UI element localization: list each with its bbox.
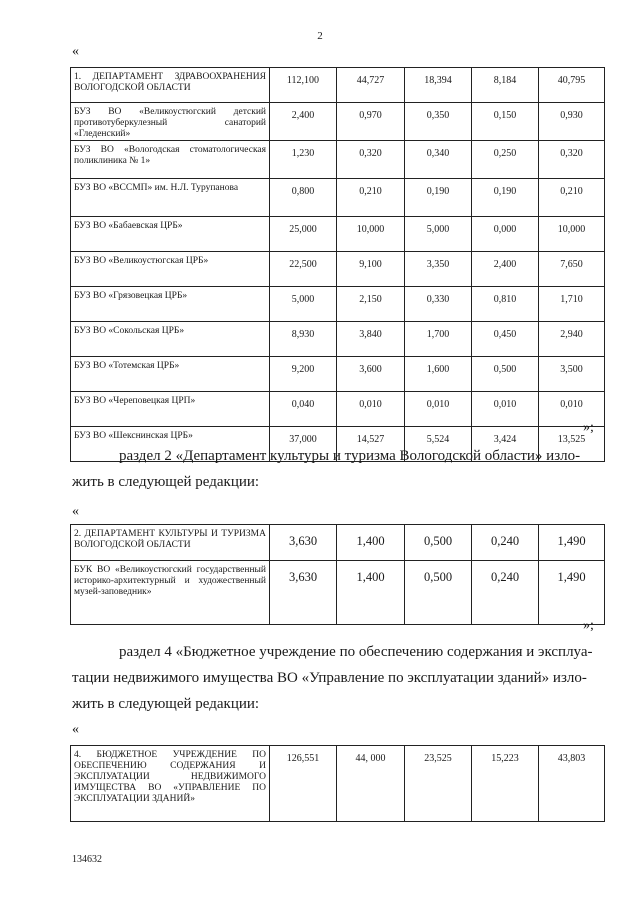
value-cell: 126,551 (270, 746, 337, 822)
value-cell: 15,223 (472, 746, 539, 822)
value-cell: 1,710 (539, 287, 605, 322)
value-cell: 0,150 (472, 103, 539, 141)
value-cell: 0,040 (270, 392, 337, 427)
value-cell: 3,350 (405, 252, 472, 287)
table-row (71, 217, 605, 252)
institution-name-cell: БУЗ ВО «Шекснинская ЦРБ» (71, 427, 270, 462)
value-cell: 25,000 (270, 217, 337, 252)
table-row (71, 179, 605, 217)
table-row (71, 322, 605, 357)
value-cell: 0,010 (405, 392, 472, 427)
value-cell: 22,500 (270, 252, 337, 287)
value-cell: 1,490 (539, 525, 605, 561)
value-cell: 9,200 (270, 357, 337, 392)
institution-name-cell: БУЗ ВО «Грязовецкая ЦРБ» (71, 287, 270, 322)
value-cell: 0,330 (405, 287, 472, 322)
value-cell: 0,010 (337, 392, 405, 427)
table-building-maintenance (70, 745, 605, 822)
value-cell: 0,190 (472, 179, 539, 217)
institution-name-cell: БУЗ ВО «Вологодская стоматологическая поликлиника № 1» (71, 141, 270, 179)
value-cell: 0,800 (270, 179, 337, 217)
value-cell: 2,400 (472, 252, 539, 287)
table-health-department (70, 67, 605, 462)
table-culture-department (70, 524, 605, 625)
value-cell: 0,010 (472, 392, 539, 427)
value-cell: 3,630 (270, 525, 337, 561)
value-cell: 8,184 (472, 68, 539, 103)
value-cell: 7,650 (539, 252, 605, 287)
value-cell: 0,240 (472, 525, 539, 561)
value-cell: 0,210 (337, 179, 405, 217)
value-cell: 1,400 (337, 561, 405, 625)
value-cell: 112,100 (270, 68, 337, 103)
paragraph-line: жить в следующей редакции: (72, 696, 260, 712)
open-quote-2: « (72, 504, 79, 519)
value-cell: 0,340 (405, 141, 472, 179)
value-cell: 0,500 (405, 561, 472, 625)
institution-name-cell: БУК ВО «Великоустюгский государственный историко-архитектурный и художественный музей-заповедник» (71, 561, 270, 625)
value-cell: 2,940 (539, 322, 605, 357)
value-cell: 40,795 (539, 68, 605, 103)
value-cell: 2,400 (270, 103, 337, 141)
value-cell: 1,600 (405, 357, 472, 392)
table-row (71, 68, 605, 103)
open-quote-1: « (72, 44, 79, 59)
paragraph-line: жить в следующей редакции: (72, 474, 260, 490)
value-cell: 44, 000 (337, 746, 405, 822)
value-cell: 0,320 (337, 141, 405, 179)
value-cell: 3,840 (337, 322, 405, 357)
institution-name-cell: БУЗ ВО «ВССМП» им. Н.Л. Турупанова (71, 179, 270, 217)
value-cell: 0,010 (539, 392, 605, 427)
value-cell: 0,970 (337, 103, 405, 141)
value-cell: 3,630 (270, 561, 337, 625)
value-cell: 5,524 (405, 427, 472, 462)
institution-name-cell: БУЗ ВО «Тотемская ЦРБ» (71, 357, 270, 392)
paragraph-line: раздел 2 «Департамент культуры и туризма Вологодской области» изло- (119, 448, 581, 464)
value-cell: 14,527 (337, 427, 405, 462)
value-cell: 37,000 (270, 427, 337, 462)
table-row (71, 287, 605, 322)
value-cell: 10,000 (337, 217, 405, 252)
value-cell: 5,000 (405, 217, 472, 252)
table-row (71, 392, 605, 427)
value-cell: 1,700 (405, 322, 472, 357)
institution-name-cell: БУЗ ВО «Бабаевская ЦРБ» (71, 217, 270, 252)
value-cell: 3,500 (539, 357, 605, 392)
value-cell: 1,490 (539, 561, 605, 625)
institution-name-cell: БУЗ ВО «Сокольская ЦРБ» (71, 322, 270, 357)
value-cell: 0,930 (539, 103, 605, 141)
value-cell: 2,150 (337, 287, 405, 322)
institution-name-cell: 4. БЮДЖЕТНОЕ УЧРЕЖДЕНИЕ ПО ОБЕСПЕЧЕНИЮ СОДЕРЖАНИЯ И ЭКСПЛУАТАЦИИ НЕДВИЖИМОГО ИМУЩЕСТВА ВО «УПРАВЛЕНИЕ ПО ЭКСПЛУАТАЦИИ ЗДАНИЙ» (71, 746, 270, 822)
paragraph-line: раздел 4 «Бюджетное учреждение по обеспечению содержания и эксплуа- (119, 644, 593, 660)
page-number: 2 (317, 30, 323, 42)
value-cell: 0,240 (472, 561, 539, 625)
paragraph-line: тации недвижимого имущества ВО «Управление по эксплуатации зданий» изло- (72, 670, 587, 686)
value-cell: 1,400 (337, 525, 405, 561)
document-code: 134632 (72, 854, 102, 865)
paragraph-section-2 (72, 443, 606, 495)
value-cell: 0,210 (539, 179, 605, 217)
paragraph-section-4 (72, 639, 606, 717)
value-cell: 0,320 (539, 141, 605, 179)
value-cell: 0,500 (405, 525, 472, 561)
value-cell: 0,450 (472, 322, 539, 357)
close-quote-1: »; (583, 420, 594, 435)
value-cell: 13,525 (539, 427, 605, 462)
value-cell: 44,727 (337, 68, 405, 103)
value-cell: 3,600 (337, 357, 405, 392)
institution-name-cell: БУЗ ВО «Великоустюгская ЦРБ» (71, 252, 270, 287)
institution-name-cell: БУЗ ВО «Великоустюгский детский противотуберкулезный санаторий «Гледенский» (71, 103, 270, 141)
value-cell: 0,190 (405, 179, 472, 217)
value-cell: 5,000 (270, 287, 337, 322)
value-cell: 0,810 (472, 287, 539, 322)
table-row (71, 252, 605, 287)
value-cell: 43,803 (539, 746, 605, 822)
value-cell: 0,500 (472, 357, 539, 392)
value-cell: 0,350 (405, 103, 472, 141)
value-cell: 10,000 (539, 217, 605, 252)
value-cell: 9,100 (337, 252, 405, 287)
open-quote-3: « (72, 722, 79, 737)
value-cell: 1,230 (270, 141, 337, 179)
institution-name-cell: БУЗ ВО «Череповецкая ЦРП» (71, 392, 270, 427)
value-cell: 18,394 (405, 68, 472, 103)
table-row (71, 525, 605, 561)
value-cell: 0,250 (472, 141, 539, 179)
value-cell: 3,424 (472, 427, 539, 462)
institution-name-cell: 2. ДЕПАРТАМЕНТ КУЛЬТУРЫ И ТУРИЗМА ВОЛОГОДСКОЙ ОБЛАСТИ (71, 525, 270, 561)
table-row (71, 103, 605, 141)
value-cell: 23,525 (405, 746, 472, 822)
table-row (71, 561, 605, 625)
value-cell: 0,000 (472, 217, 539, 252)
table-row (71, 357, 605, 392)
table-row (71, 746, 605, 822)
value-cell: 8,930 (270, 322, 337, 357)
institution-name-cell: 1. ДЕПАРТАМЕНТ ЗДРАВООХРАНЕНИЯ ВОЛОГОДСКОЙ ОБЛАСТИ (71, 68, 270, 103)
close-quote-2: »; (583, 618, 594, 633)
table-row (71, 141, 605, 179)
